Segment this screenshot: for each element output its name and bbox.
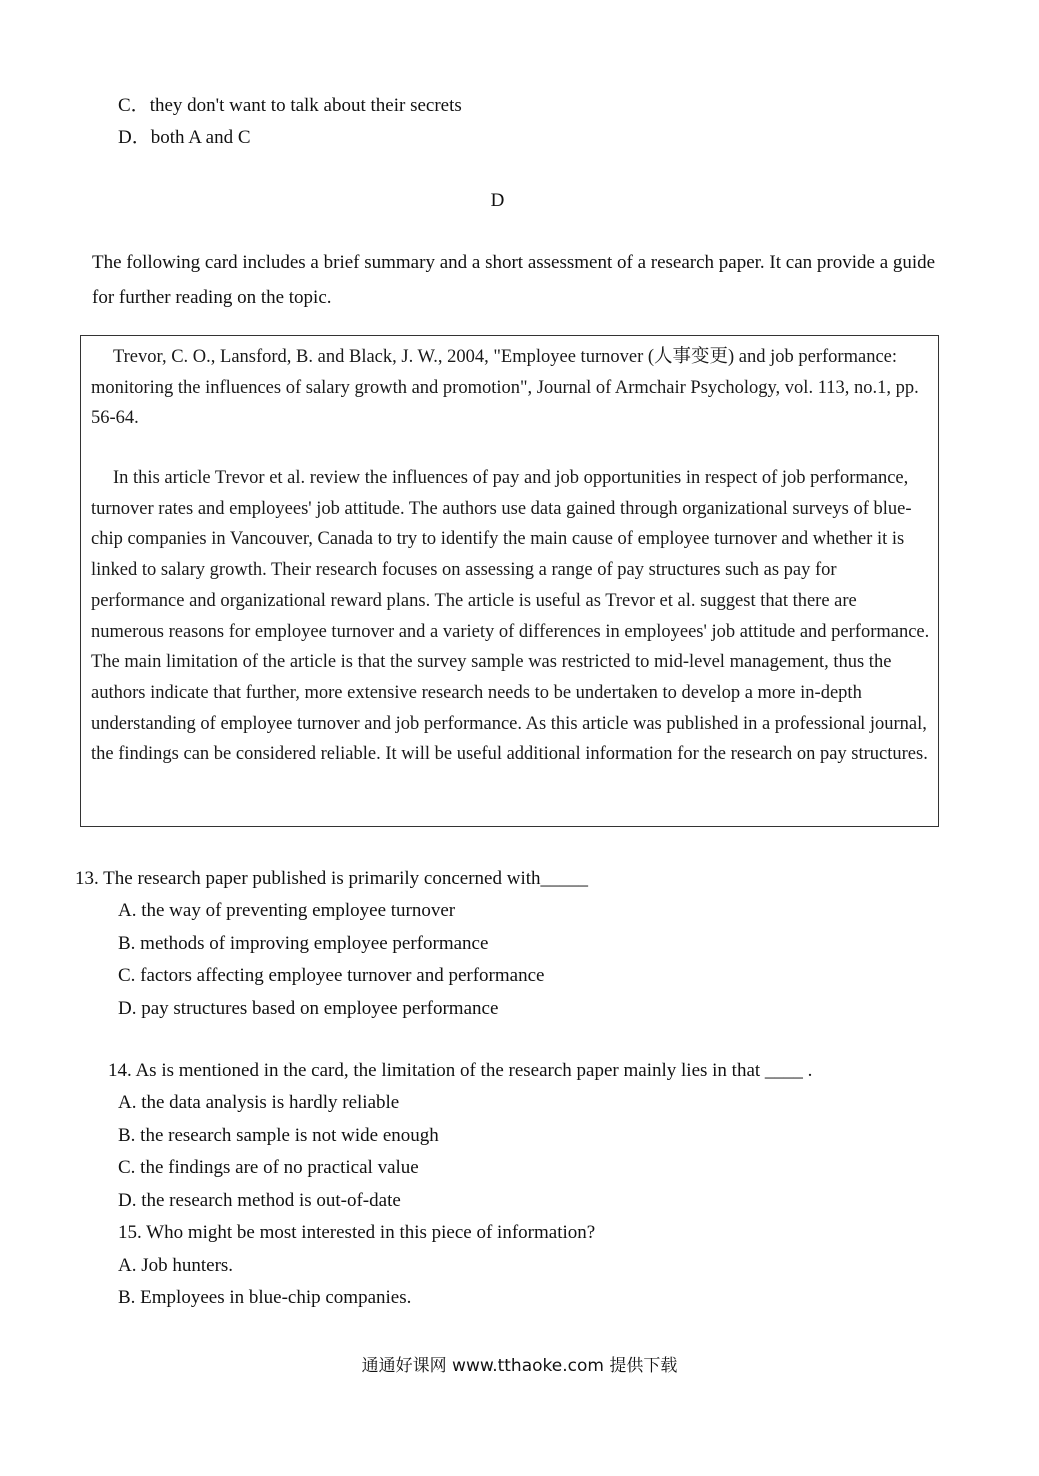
card-citation: Trevor, C. O., Lansford, B. and Black, J. W., 2004, "Employee turnover (人事变更) and job performance: monitoring the influences of salary growth and promotion", Journal of Armchair Psychology, vol. 113, no.1, pp. 56-64. [91,347,919,429]
question-13-option-c: C. factors affecting employee turnover and performance [118,965,545,986]
option-text: both A and C [150,127,251,148]
summary-card [80,335,939,827]
option-label: C． [118,95,150,116]
question-14-option-d: D. the research method is out-of-date [118,1190,401,1211]
question-15-stem: 15. Who might be most interested in this piece of information? [118,1222,596,1243]
prev-option-d [118,127,251,149]
question-13-stem: 13. The research paper published is primarily concerned with_____ [75,868,589,889]
option-text: they don't want to talk about their secrets [149,95,462,116]
question-14-option-b: B. the research sample is not wide enough [118,1125,439,1146]
question-15-option-b: B. Employees in blue-chip companies. [118,1287,412,1308]
intro-paragraph: The following card includes a brief summary and a short assessment of a research paper. It can provide a guide for further reading on the topic. [92,252,936,308]
question-14-stem: 14. As is mentioned in the card, the limitation of the research paper mainly lies in that ____ . [108,1060,813,1081]
question-14-option-c: C. the findings are of no practical value [118,1157,419,1178]
page-footer: 通通好课网 www.tthaoke.com 提供下载 [361,1356,678,1376]
option-label: D． [118,127,151,148]
question-14-option-a: A. the data analysis is hardly reliable [118,1092,400,1113]
question-13-option-d: D. pay structures based on employee performance [118,998,499,1019]
question-13-option-a: A. the way of preventing employee turnover [118,900,456,921]
question-13-option-b: B. methods of improving employee performance [118,933,489,954]
section-heading: D [490,190,505,211]
question-15-option-a: A. Job hunters. [118,1255,234,1276]
prev-option-c [118,95,462,117]
card-summary: In this article Trevor et al. review the influences of pay and job opportunities in respect of job performance, turnover rates and employees' job attitude. The authors use data gained through organizational surveys of blue-chip companies in Vancouver, Canada to try to identify the main cause of employee turnover and whether it is linked to salary growth. Their research focuses on assessing a range of pay structures such as pay for performance and organizational reward plans. The article is useful as Trevor et al. suggest that there are numerous reasons for employee turnover and a variety of differences in employees' job attitude and performance. The main limitation of the article is that the survey sample was restricted to mid-level management, thus the authors indicate that further, more extensive research needs to be undertaken to develop a more in-depth understanding of employee turnover and job performance. As this article was published in a professional journal, the findings can be considered reliable. It will be useful additional information for the research on pay structures. [91,468,930,765]
